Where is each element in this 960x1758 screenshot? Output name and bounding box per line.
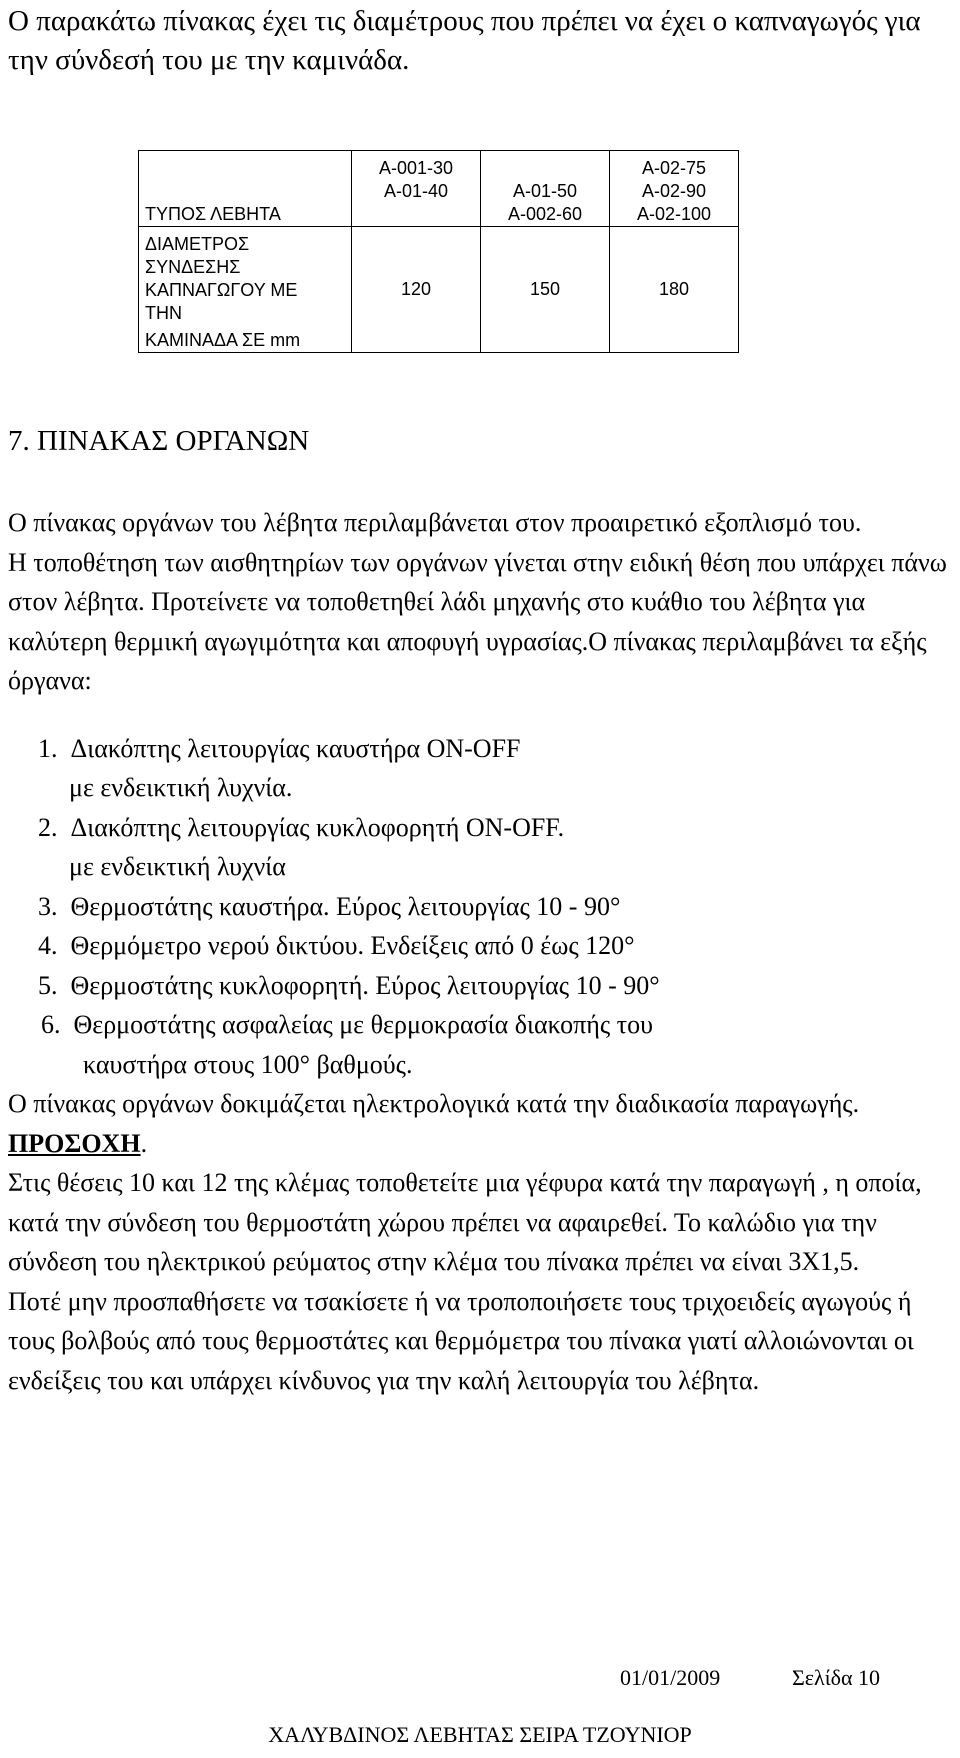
table-cell bbox=[352, 151, 481, 227]
table-row bbox=[139, 151, 739, 227]
item-text: Θερμοστάτης καυστήρα. Εύρος λειτουργίας 10 - 90° bbox=[70, 891, 621, 921]
model-name: Α-02-100 bbox=[636, 204, 712, 224]
caution-dot: . bbox=[140, 1128, 148, 1158]
label-line: ΤΗΝ bbox=[145, 303, 182, 323]
paragraph: Στις θέσεις 10 και 12 της κλέμας τοποθετείτε μια γέφυρα κατά την παραγωγή , η οποία, κατά την σύνδεση του θερμοστάτη χώρου πρέπει να αφαιρεθεί. Το καλώδιο για την σύνδεση του ηλεκτρικού ρεύματος στην κλέμα του πίνακα πρέπει να είναι 3Χ1,5. bbox=[8, 1168, 922, 1276]
list-item bbox=[8, 729, 953, 808]
caution-label: ΠΡΟΣΟΧΗ bbox=[8, 1128, 141, 1158]
item-number: 6. bbox=[41, 1010, 61, 1039]
label-line: ΚΑΜΙΝΑΔΑ ΣΕ mm bbox=[145, 330, 301, 350]
table-cell bbox=[481, 151, 610, 227]
model-name: Α-01-40 bbox=[383, 181, 449, 201]
model-name: Α-02-75 bbox=[641, 158, 707, 178]
item-number: 1. bbox=[38, 733, 58, 763]
item-text: Θερμόμετρο νερού δικτύου. Ενδείξεις από 0 έως 120° bbox=[70, 931, 635, 960]
list-item bbox=[8, 926, 953, 966]
section-heading: 7. ΠΙΝΑΚΑΣ ΟΡΓΑΝΩΝ bbox=[8, 425, 310, 457]
table-cell: 150 bbox=[481, 227, 610, 353]
list-item bbox=[8, 887, 953, 927]
item-continuation: με ενδεικτική λυχνία. bbox=[69, 773, 293, 802]
paragraph: Η τοποθέτηση των αισθητηρίων των οργάνων γίνεται στην ειδική θέση που υπάρχει πάνω στον λέβητα. Προτείνετε να τοποθετηθεί λάδι μηχανής στο κυάθιο του λέβητα για καλύτερη θερμική αγωγιμότητα και αποφυγή υγρασίας.Ο πίνακας περιλαμβάνει τα εξής όργανα: bbox=[8, 547, 947, 695]
table-cell bbox=[610, 151, 739, 227]
label-line: ΣΥΝΔΕΣΗΣ bbox=[145, 257, 241, 277]
body-text bbox=[8, 503, 953, 1400]
item-text: Θερμοστάτης κυκλοφορητή. Εύρος λειτουργίας 10 - 90° bbox=[70, 970, 660, 1000]
footer-date: 01/01/2009 bbox=[620, 1665, 721, 1690]
item-continuation: με ενδεικτική λυχνία bbox=[69, 852, 286, 881]
paragraph: Ο πίνακας οργάνων δοκιμάζεται ηλεκτρολογικά κατά την διαδικασία παραγωγής. bbox=[8, 1089, 860, 1118]
item-number: 3. bbox=[38, 891, 58, 921]
flue-diameter-table bbox=[138, 150, 739, 353]
footer-page-number: Σελίδα 10 bbox=[792, 1665, 881, 1690]
item-text: Διακόπτης λειτουργίας καυστήρα ON-OFF bbox=[70, 733, 521, 763]
list-item bbox=[8, 966, 953, 1006]
label-line: ΚΑΠΝΑΓΩΓΟΥ ΜΕ bbox=[145, 280, 298, 300]
table-row-label bbox=[139, 227, 352, 353]
model-name: Α-001-30 bbox=[378, 158, 454, 178]
instrument-list bbox=[8, 729, 953, 1085]
item-text: Διακόπτης λειτουργίας κυκλοφορητή ON-OFF. bbox=[70, 812, 565, 842]
label-line: ΔΙΑΜΕΤΡΟΣ bbox=[145, 234, 250, 254]
item-number: 5. bbox=[38, 970, 58, 1000]
table-cell: 180 bbox=[610, 227, 739, 353]
footer-title: ΧΑΛΥΒΔΙΝΟΣ ΛΕΒΗΤΑΣ ΣΕΙΡΑ ΤΖΟΥΝΙΟΡ bbox=[268, 1722, 692, 1747]
paragraph: Ποτέ μην προσπαθήσετε να τσακίσετε ή να τροποποιήσετε τους τριχοειδείς αγωγούς ή τους βολβούς από τους θερμοστάτες και θερμόμετρα του πίνακα γιατί αλλοιώνονται οι ενδείξεις του και υπάρχει κίνδυνος για την καλή λειτουργία του λέβητα. bbox=[8, 1286, 914, 1395]
item-number: 2. bbox=[38, 812, 58, 842]
table-cell: 120 bbox=[352, 227, 481, 353]
item-number: 4. bbox=[38, 931, 58, 960]
table-row bbox=[139, 227, 739, 353]
model-name: Α-01-50 bbox=[512, 181, 578, 201]
paragraph: Ο πίνακας οργάνων του λέβητα περιλαμβάνεται στον προαιρετικό εξοπλισμό του. bbox=[8, 508, 862, 537]
intro-paragraph: Ο παρακάτω πίνακας έχει τις διαμέτρους που πρέπει να έχει ο καπναγωγός για την σύνδεσή του με την καμινάδα. bbox=[8, 5, 921, 76]
list-item bbox=[8, 1005, 953, 1084]
model-name: Α-002-60 bbox=[507, 204, 583, 224]
list-item bbox=[8, 808, 953, 887]
model-name: Α-02-90 bbox=[641, 181, 707, 201]
caution-heading bbox=[8, 1124, 953, 1164]
table-row-label: ΤΥΠΟΣ ΛΕΒΗΤΑ bbox=[139, 151, 352, 227]
item-text: Θερμοστάτης ασφαλείας με θερμοκρασία διακοπής του bbox=[73, 1010, 653, 1039]
item-continuation: καυστήρα στους 100° βαθμούς. bbox=[83, 1049, 413, 1079]
